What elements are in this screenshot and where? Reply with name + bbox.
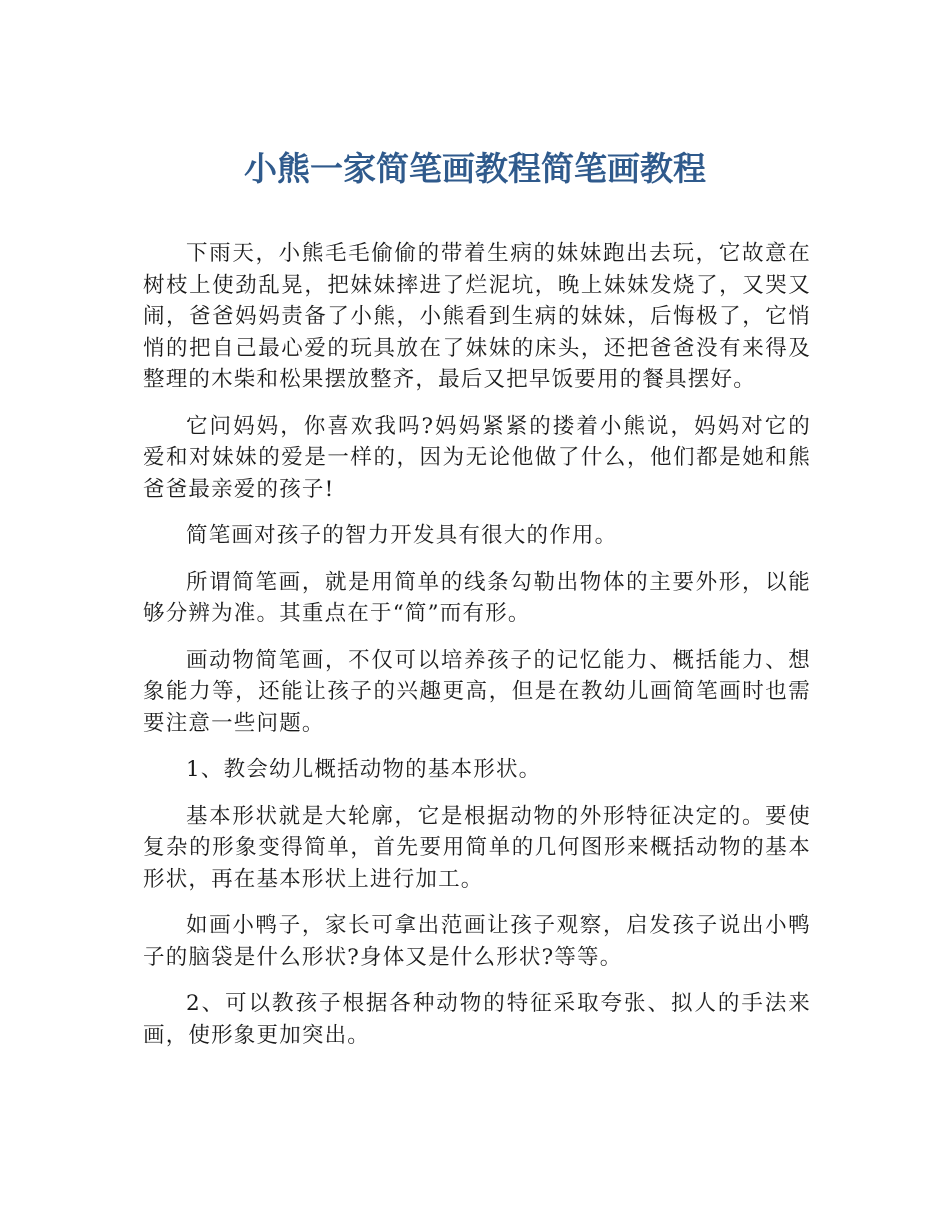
paragraph: 基本形状就是大轮廓，它是根据动物的外形特征决定的。要使复杂的形象变得简单，首先要用简单的几何图形来概括动物的基本形状，再在基本形状上进行加工。 [143,803,811,892]
paragraph: 它问妈妈，你喜欢我吗?妈妈紧紧的搂着小熊说，妈妈对它的爱和对妹妹的爱是一样的，因为无论他做了什么，他们都是她和熊爸爸最亲爱的孩子! [143,413,811,502]
document-title: 小熊一家简笔画教程简笔画教程 [244,149,706,188]
paragraph: 所谓简笔画，就是用简单的线条勾勒出物体的主要外形，以能够分辨为准。其重点在于“简”而有形。 [143,569,811,626]
paragraph: 2、可以教孩子根据各种动物的特征采取夸张、拟人的手法来画，使形象更加突出。 [143,991,811,1048]
paragraph: 1、教会幼儿概括动物的基本形状。 [186,757,542,782]
paragraph: 下雨天，小熊毛毛偷偷的带着生病的妹妹跑出去玩，它故意在树枝上使劲乱晃，把妹妹摔进了烂泥坑，晚上妹妹发烧了，又哭又闹，爸爸妈妈责备了小熊，小熊看到生病的妹妹，后悔极了，它悄悄的把自己最心爱的玩具放在了妹妹的床头，还把爸爸没有来得及整理的木柴和松果摆放整齐，最后又把早饭要用的餐具摆好。 [143,241,811,392]
paragraph: 简笔画对孩子的智力开发具有很大的作用。 [186,523,618,548]
paragraph: 画动物简笔画，不仅可以培养孩子的记忆能力、概括能力、想象能力等，还能让孩子的兴趣更高，但是在教幼儿画简笔画时也需要注意一些问题。 [143,647,811,736]
paragraph: 如画小鸭子，家长可拿出范画让孩子观察，启发孩子说出小鸭子的脑袋是什么形状?身体又是什么形状?等等。 [143,913,811,970]
document-body [143,238,811,1066]
